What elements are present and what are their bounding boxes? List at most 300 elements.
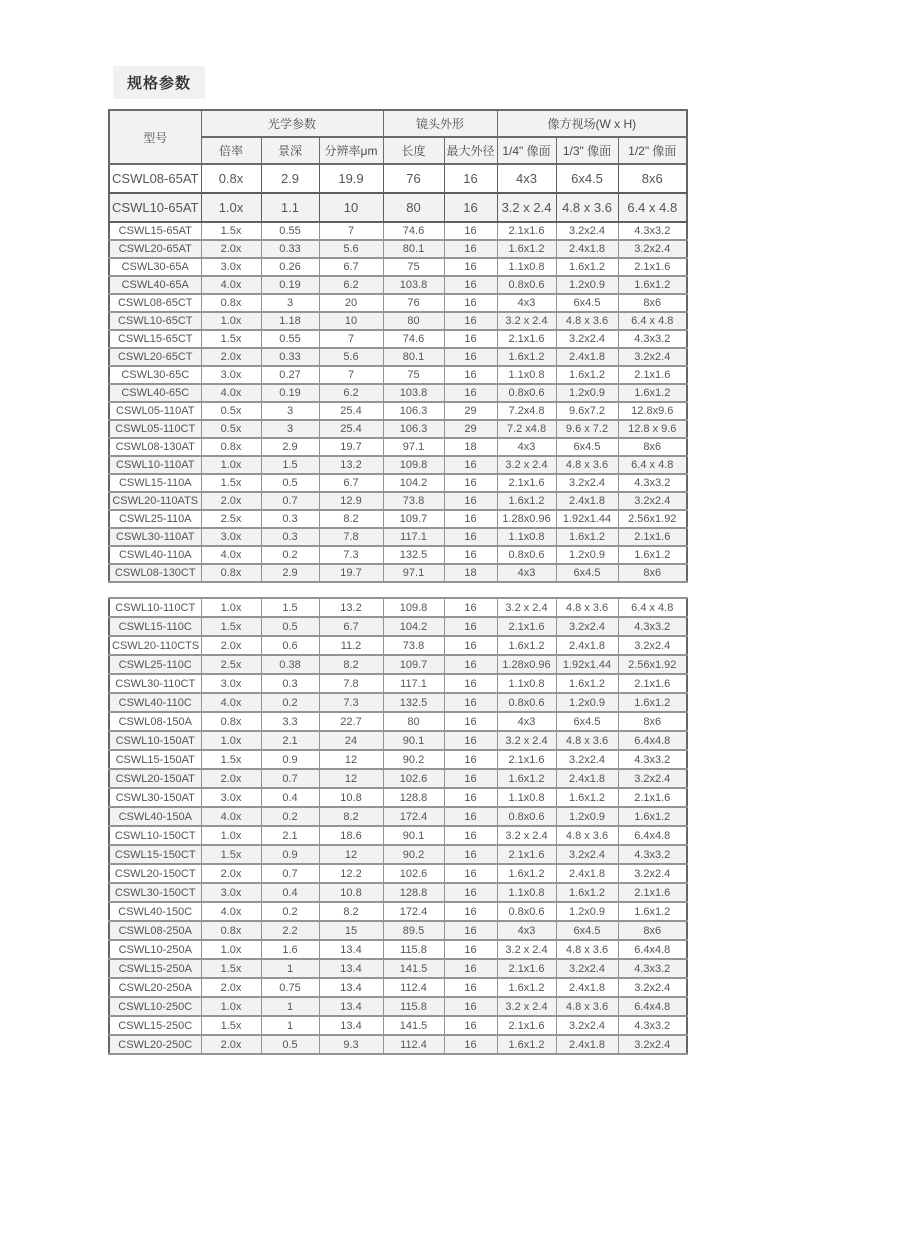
value-cell: 8.2 [319,655,383,674]
table-row [109,456,687,474]
table-header [109,110,687,164]
model-cell: CSWL05-110CT [109,420,201,438]
table-row [109,940,687,959]
value-cell: 2.1x1.6 [618,788,687,807]
table-row [109,564,687,582]
value-cell: 4.0x [201,807,261,826]
value-cell: 3.2x2.4 [618,636,687,655]
value-cell: 1.0x [201,826,261,845]
value-cell: 3 [261,294,319,312]
table-row [109,240,687,258]
model-cell: CSWL10-150CT [109,826,201,845]
value-cell: 4.8 x 3.6 [556,312,618,330]
value-cell: 1.2x0.9 [556,384,618,402]
value-cell: 1.0x [201,456,261,474]
value-cell: 6.4x4.8 [618,826,687,845]
value-cell: 3.2x2.4 [618,769,687,788]
table-row [109,617,687,636]
value-cell: 4.8 x 3.6 [556,193,618,222]
value-cell: 16 [444,826,497,845]
value-cell: 16 [444,674,497,693]
value-cell: 1.5x [201,330,261,348]
value-cell: 2.1x1.6 [497,474,556,492]
value-cell: 16 [444,845,497,864]
value-cell: 16 [444,474,497,492]
model-cell: CSWL05-110AT [109,402,201,420]
value-cell: 6.4 x 4.8 [618,598,687,617]
value-cell: 1.6x1.2 [497,1035,556,1054]
model-cell: CSWL40-110A [109,546,201,564]
value-cell: 4.8 x 3.6 [556,456,618,474]
value-cell: 7.2 x4.8 [497,420,556,438]
value-cell: 75 [383,366,444,384]
model-cell: CSWL15-65AT [109,222,201,240]
value-cell: 2.0x [201,769,261,788]
value-cell: 29 [444,402,497,420]
value-cell: 1.6x1.2 [556,366,618,384]
value-cell: 16 [444,959,497,978]
model-cell: CSWL40-150C [109,902,201,921]
value-cell: 1.6x1.2 [556,788,618,807]
value-cell: 7 [319,330,383,348]
value-cell: 15 [319,921,383,940]
value-cell: 1.6x1.2 [497,492,556,510]
table-row [109,959,687,978]
value-cell: 29 [444,420,497,438]
value-cell: 1.92x1.44 [556,510,618,528]
value-cell: 172.4 [383,902,444,921]
value-cell: 2.1x1.6 [497,222,556,240]
value-cell: 3.2 x 2.4 [497,997,556,1016]
value-cell: 16 [444,997,497,1016]
value-cell: 90.2 [383,750,444,769]
value-cell: 1.0x [201,312,261,330]
value-cell: 0.5 [261,617,319,636]
column-header-quarter-inch-sensor: 1/4" 像面 [497,137,556,164]
value-cell: 1.1x0.8 [497,788,556,807]
value-cell: 1.92x1.44 [556,655,618,674]
value-cell: 1.1x0.8 [497,674,556,693]
value-cell: 12 [319,769,383,788]
value-cell: 11.2 [319,636,383,655]
value-cell: 13.4 [319,978,383,997]
value-cell: 2.4x1.8 [556,769,618,788]
value-cell: 1.28x0.96 [497,655,556,674]
value-cell: 2.9 [261,438,319,456]
value-cell: 2.1x1.6 [618,528,687,546]
model-cell: CSWL10-65AT [109,193,201,222]
value-cell: 76 [383,164,444,193]
value-cell: 1.6x1.2 [618,276,687,294]
value-cell: 4.8 x 3.6 [556,997,618,1016]
value-cell: 2.0x [201,978,261,997]
value-cell: 0.7 [261,864,319,883]
value-cell: 1.0x [201,598,261,617]
value-cell: 1.6x1.2 [618,384,687,402]
value-cell: 1.6x1.2 [497,864,556,883]
value-cell: 6x4.5 [556,564,618,582]
value-cell: 6x4.5 [556,438,618,456]
value-cell: 6.4x4.8 [618,731,687,750]
model-cell: CSWL20-110CTS [109,636,201,655]
value-cell: 2.4x1.8 [556,348,618,366]
value-cell: 1 [261,997,319,1016]
value-cell: 1.0x [201,193,261,222]
model-cell: CSWL08-130AT [109,438,201,456]
value-cell: 10.8 [319,883,383,902]
value-cell: 0.8x0.6 [497,546,556,564]
value-cell: 3.3 [261,712,319,731]
table-row [109,712,687,731]
value-cell: 16 [444,750,497,769]
model-cell: CSWL40-150A [109,807,201,826]
value-cell: 3.2 x 2.4 [497,456,556,474]
value-cell: 1.2x0.9 [556,902,618,921]
value-cell: 2.5x [201,510,261,528]
value-cell: 1.2x0.9 [556,546,618,564]
value-cell: 1.6 [261,940,319,959]
value-cell: 16 [444,864,497,883]
value-cell: 13.4 [319,959,383,978]
model-cell: CSWL10-250A [109,940,201,959]
value-cell: 13.2 [319,456,383,474]
value-cell: 141.5 [383,1016,444,1035]
value-cell: 0.5 [261,474,319,492]
model-cell: CSWL15-250A [109,959,201,978]
value-cell: 2.2 [261,921,319,940]
value-cell: 76 [383,294,444,312]
value-cell: 0.8x0.6 [497,807,556,826]
value-cell: 2.1x1.6 [497,617,556,636]
model-cell: CSWL15-65CT [109,330,201,348]
value-cell: 4.8 x 3.6 [556,940,618,959]
value-cell: 2.4x1.8 [556,1035,618,1054]
value-cell: 3.2x2.4 [556,617,618,636]
value-cell: 0.3 [261,528,319,546]
value-cell: 16 [444,312,497,330]
table-row [109,402,687,420]
table-row [109,258,687,276]
value-cell: 6.7 [319,617,383,636]
value-cell: 80 [383,712,444,731]
model-cell: CSWL40-65A [109,276,201,294]
value-cell: 3.2 x 2.4 [497,940,556,959]
model-cell: CSWL10-150AT [109,731,201,750]
value-cell: 3.2 x 2.4 [497,731,556,750]
value-cell: 2.1x1.6 [497,1016,556,1035]
value-cell: 3.2x2.4 [556,474,618,492]
value-cell: 6.2 [319,276,383,294]
table-row [109,474,687,492]
value-cell: 0.5 [261,1035,319,1054]
value-cell: 0.5x [201,402,261,420]
value-cell: 128.8 [383,788,444,807]
model-cell: CSWL30-110AT [109,528,201,546]
value-cell: 0.8x [201,712,261,731]
table-row [109,788,687,807]
column-header-length: 长度 [383,137,444,164]
table-row [109,655,687,674]
value-cell: 2.0x [201,240,261,258]
value-cell: 73.8 [383,636,444,655]
value-cell: 1.6x1.2 [497,348,556,366]
value-cell: 1.6x1.2 [497,636,556,655]
value-cell: 102.6 [383,769,444,788]
value-cell: 6.2 [319,384,383,402]
value-cell: 16 [444,807,497,826]
value-cell: 16 [444,510,497,528]
value-cell: 97.1 [383,438,444,456]
value-cell: 2.1x1.6 [618,366,687,384]
value-cell: 12 [319,845,383,864]
value-cell: 109.7 [383,510,444,528]
value-cell: 1.6x1.2 [618,902,687,921]
value-cell: 0.4 [261,883,319,902]
value-cell: 16 [444,492,497,510]
value-cell: 0.8x [201,164,261,193]
value-cell: 1 [261,1016,319,1035]
value-cell: 1.5 [261,456,319,474]
model-cell: CSWL10-65CT [109,312,201,330]
value-cell: 6x4.5 [556,712,618,731]
model-cell: CSWL10-110CT [109,598,201,617]
table-row [109,636,687,655]
value-cell: 73.8 [383,492,444,510]
model-cell: CSWL30-65A [109,258,201,276]
value-cell: 18 [444,438,497,456]
model-cell: CSWL15-150CT [109,845,201,864]
value-cell: 1.6x1.2 [497,240,556,258]
model-cell: CSWL20-250A [109,978,201,997]
value-cell: 6.4 x 4.8 [618,456,687,474]
value-cell: 25.4 [319,402,383,420]
value-cell: 4.8 x 3.6 [556,731,618,750]
value-cell: 19.7 [319,438,383,456]
value-cell: 1.5x [201,959,261,978]
value-cell: 3.0x [201,528,261,546]
value-cell: 74.6 [383,222,444,240]
value-cell: 2.0x [201,348,261,366]
value-cell: 0.75 [261,978,319,997]
value-cell: 0.27 [261,366,319,384]
table-body [109,164,687,582]
table-row [109,1035,687,1054]
spec-table-2 [108,597,688,1055]
value-cell: 0.2 [261,902,319,921]
table-row [109,883,687,902]
value-cell: 1.0x [201,997,261,1016]
page-title: 规格参数 [113,66,205,99]
table-row [109,845,687,864]
value-cell: 0.8x [201,294,261,312]
value-cell: 2.1x1.6 [497,750,556,769]
value-cell: 1.6x1.2 [618,807,687,826]
table-row [109,769,687,788]
model-cell: CSWL30-150CT [109,883,201,902]
value-cell: 3.0x [201,674,261,693]
model-cell: CSWL40-65C [109,384,201,402]
value-cell: 16 [444,693,497,712]
value-cell: 3.2x2.4 [618,978,687,997]
value-cell: 1.5x [201,845,261,864]
value-cell: 2.0x [201,636,261,655]
value-cell: 4.8 x 3.6 [556,598,618,617]
table-row [109,528,687,546]
value-cell: 2.1x1.6 [618,674,687,693]
value-cell: 0.7 [261,492,319,510]
value-cell: 8.2 [319,902,383,921]
value-cell: 0.55 [261,222,319,240]
value-cell: 115.8 [383,997,444,1016]
value-cell: 4x3 [497,712,556,731]
value-cell: 8x6 [618,438,687,456]
value-cell: 75 [383,258,444,276]
table-row [109,978,687,997]
value-cell: 19.9 [319,164,383,193]
value-cell: 0.4 [261,788,319,807]
value-cell: 1.5x [201,222,261,240]
value-cell: 112.4 [383,978,444,997]
value-cell: 16 [444,222,497,240]
value-cell: 16 [444,294,497,312]
value-cell: 3.2x2.4 [556,845,618,864]
value-cell: 117.1 [383,528,444,546]
table-row [109,492,687,510]
value-cell: 80.1 [383,240,444,258]
value-cell: 2.5x [201,655,261,674]
value-cell: 103.8 [383,276,444,294]
value-cell: 12.8 x 9.6 [618,420,687,438]
value-cell: 0.8x [201,438,261,456]
model-cell: CSWL25-110C [109,655,201,674]
value-cell: 6.4 x 4.8 [618,193,687,222]
table-body [109,598,687,1054]
value-cell: 0.55 [261,330,319,348]
value-cell: 0.9 [261,750,319,769]
value-cell: 1.2x0.9 [556,693,618,712]
column-group-optical-params: 光学参数 [201,110,383,137]
table-row [109,222,687,240]
value-cell: 18.6 [319,826,383,845]
value-cell: 7.8 [319,674,383,693]
spec-table-1 [108,109,688,583]
value-cell: 2.1 [261,826,319,845]
table-row [109,1016,687,1035]
value-cell: 16 [444,384,497,402]
value-cell: 2.4x1.8 [556,636,618,655]
value-cell: 2.4x1.8 [556,492,618,510]
value-cell: 1.5x [201,750,261,769]
value-cell: 6x4.5 [556,164,618,193]
value-cell: 3.0x [201,788,261,807]
value-cell: 74.6 [383,330,444,348]
model-cell: CSWL20-150AT [109,769,201,788]
value-cell: 8x6 [618,164,687,193]
value-cell: 2.56x1.92 [618,655,687,674]
model-cell: CSWL08-65AT [109,164,201,193]
value-cell: 3.2 x 2.4 [497,826,556,845]
table-row [109,902,687,921]
value-cell: 16 [444,528,497,546]
value-cell: 1.5 [261,598,319,617]
value-cell: 1.1x0.8 [497,258,556,276]
model-cell: CSWL20-65AT [109,240,201,258]
value-cell: 12.8x9.6 [618,402,687,420]
value-cell: 13.4 [319,940,383,959]
table-row [109,193,687,222]
value-cell: 24 [319,731,383,750]
value-cell: 1.5x [201,617,261,636]
value-cell: 0.8x0.6 [497,276,556,294]
model-cell: CSWL20-250C [109,1035,201,1054]
value-cell: 3.2x2.4 [556,750,618,769]
column-group-image-field: 像方视场(W x H) [497,110,687,137]
model-cell: CSWL08-130CT [109,564,201,582]
value-cell: 4.0x [201,384,261,402]
value-cell: 1.1x0.8 [497,366,556,384]
value-cell: 2.4x1.8 [556,978,618,997]
table-row [109,420,687,438]
column-group-lens-dimensions: 镜头外形 [383,110,497,137]
model-cell: CSWL20-150CT [109,864,201,883]
value-cell: 16 [444,921,497,940]
model-cell: CSWL30-150AT [109,788,201,807]
value-cell: 16 [444,193,497,222]
table-row [109,164,687,193]
table-row [109,674,687,693]
table-row [109,826,687,845]
value-cell: 4x3 [497,921,556,940]
value-cell: 16 [444,769,497,788]
column-header-resolution: 分辨率μm [319,137,383,164]
value-cell: 109.8 [383,598,444,617]
value-cell: 3.0x [201,883,261,902]
value-cell: 13.4 [319,1016,383,1035]
value-cell: 0.9 [261,845,319,864]
value-cell: 3 [261,420,319,438]
column-header-magnification: 倍率 [201,137,261,164]
value-cell: 8x6 [618,921,687,940]
value-cell: 104.2 [383,474,444,492]
column-header-depth-of-field: 景深 [261,137,319,164]
value-cell: 1.6x1.2 [497,978,556,997]
model-cell: CSWL25-110A [109,510,201,528]
value-cell: 0.8x [201,564,261,582]
value-cell: 1 [261,959,319,978]
value-cell: 0.8x [201,921,261,940]
value-cell: 3.2x2.4 [618,348,687,366]
value-cell: 7 [319,366,383,384]
table-row [109,997,687,1016]
value-cell: 4x3 [497,438,556,456]
value-cell: 16 [444,276,497,294]
value-cell: 172.4 [383,807,444,826]
value-cell: 3.2x2.4 [618,864,687,883]
value-cell: 6.4 x 4.8 [618,312,687,330]
value-cell: 6.7 [319,474,383,492]
model-cell: CSWL15-110C [109,617,201,636]
value-cell: 13.2 [319,598,383,617]
value-cell: 16 [444,731,497,750]
value-cell: 1.5x [201,474,261,492]
value-cell: 3.2x2.4 [556,330,618,348]
model-cell: CSWL08-150A [109,712,201,731]
value-cell: 106.3 [383,402,444,420]
value-cell: 0.5x [201,420,261,438]
table-row [109,546,687,564]
value-cell: 16 [444,902,497,921]
value-cell: 1.0x [201,731,261,750]
